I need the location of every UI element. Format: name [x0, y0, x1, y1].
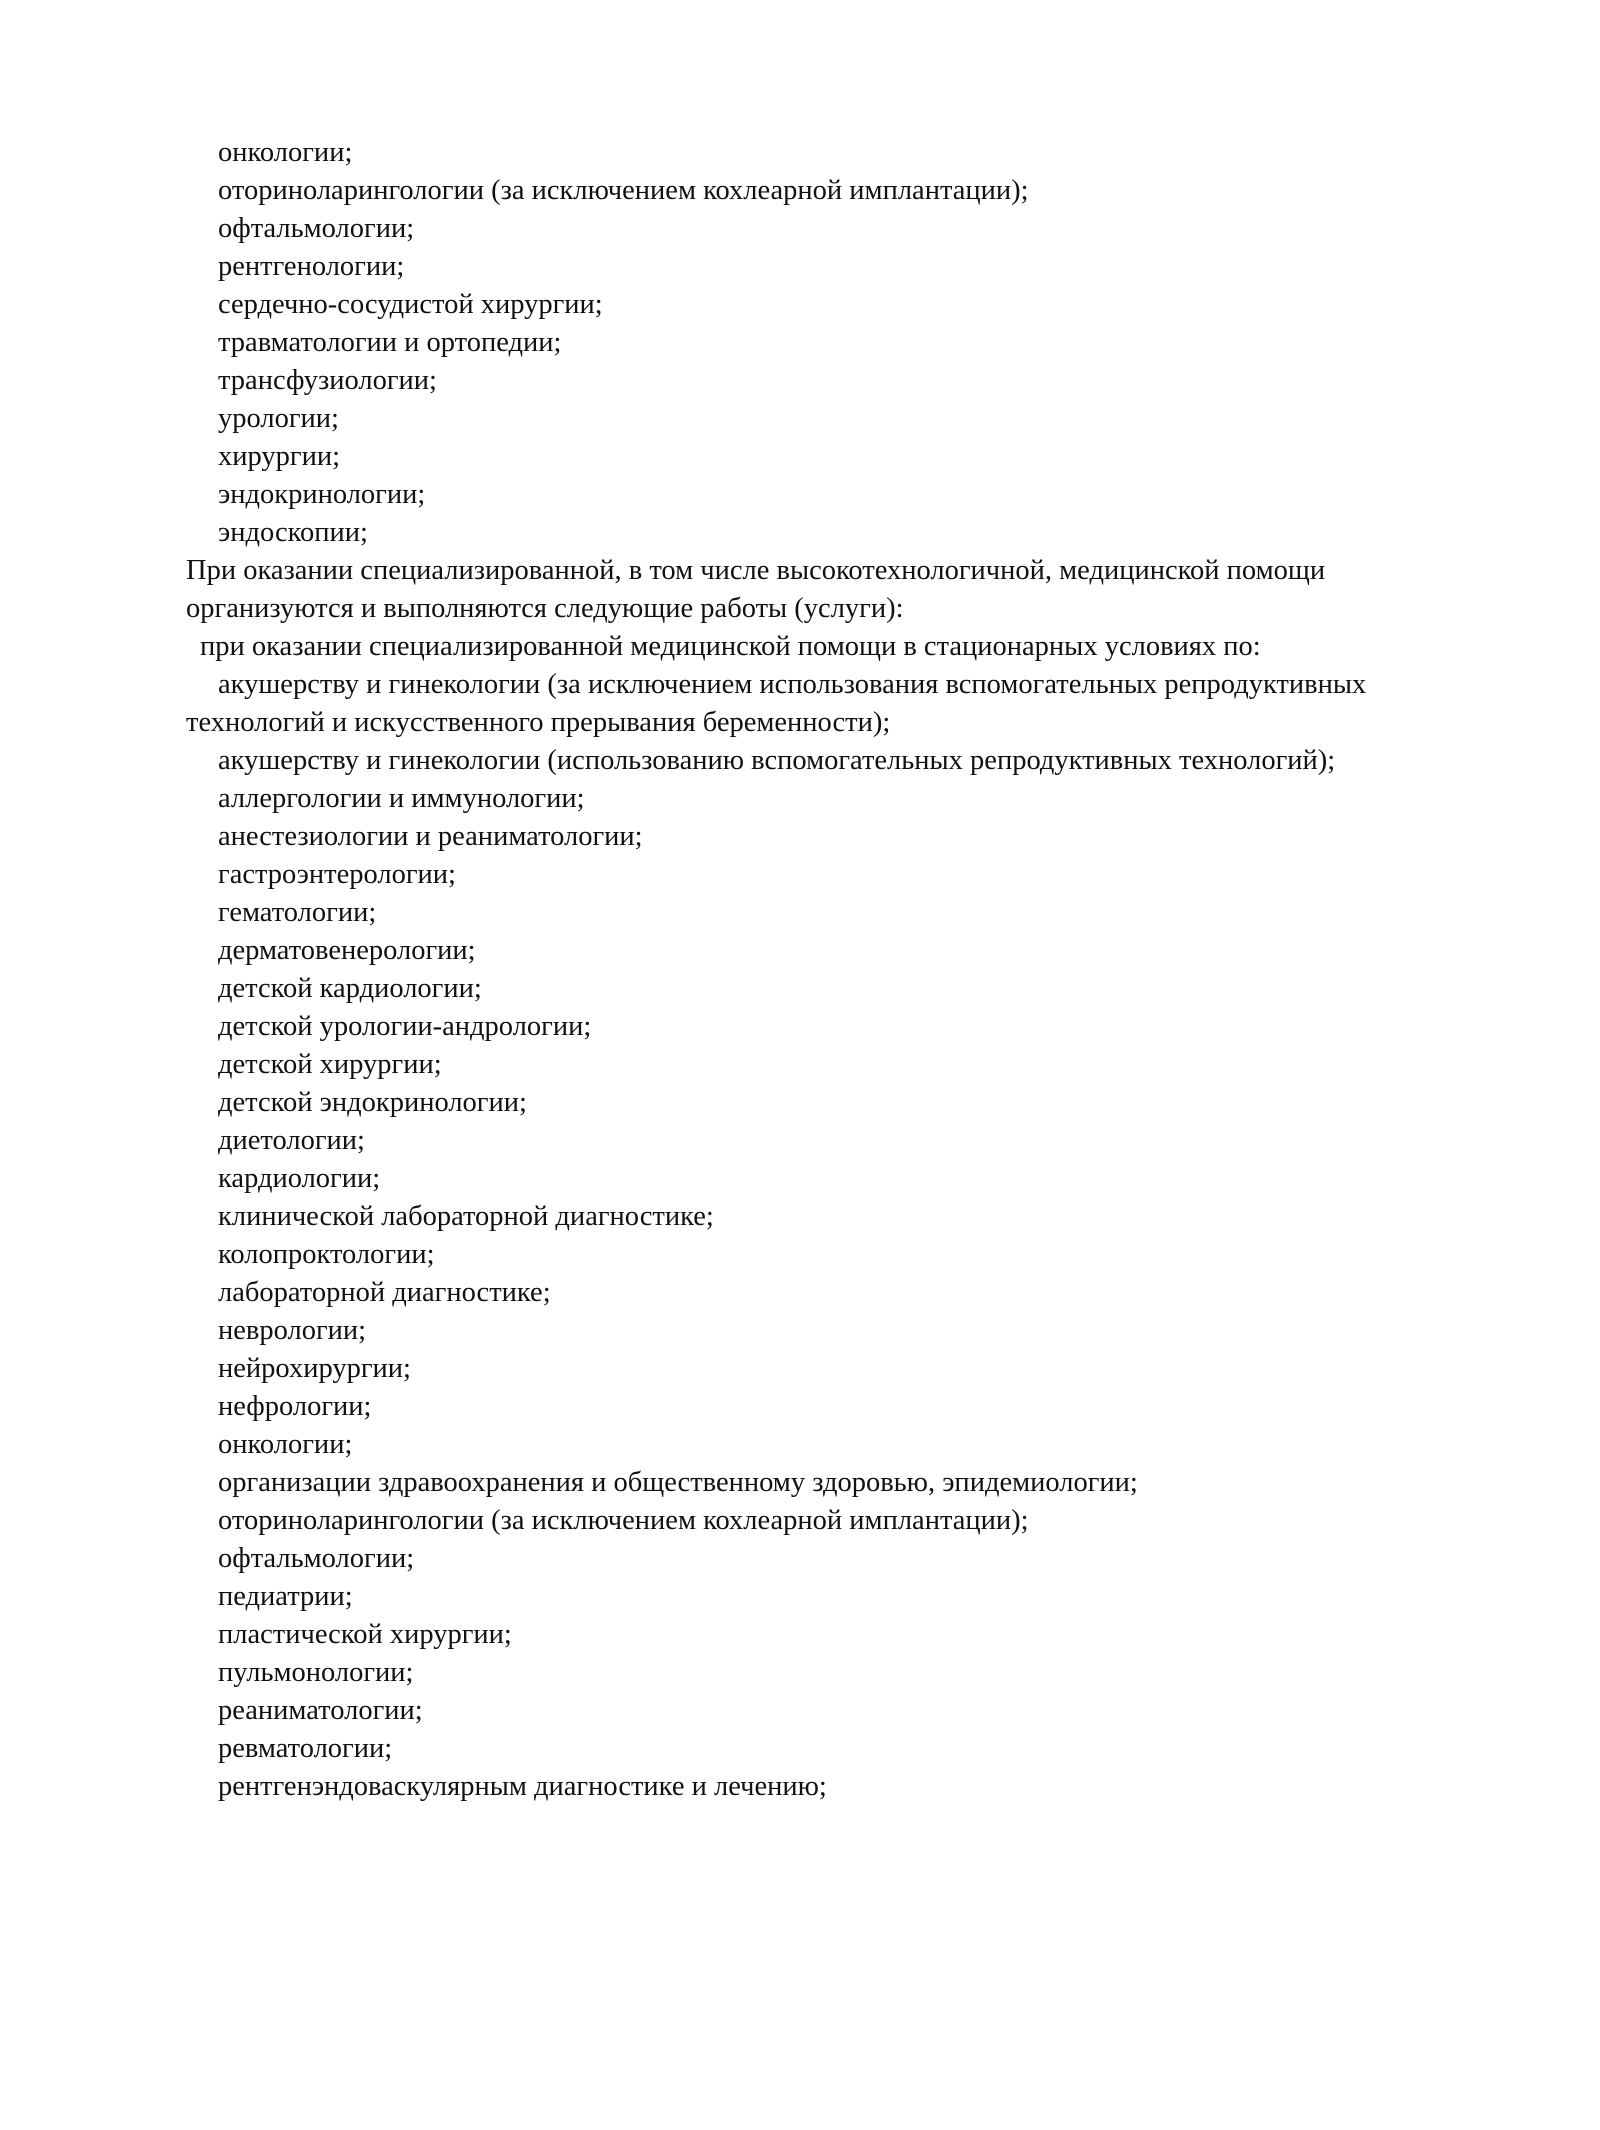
list-item-continuation: технологий и искусственного прерывания беременности);	[186, 707, 891, 738]
list-item: аллергологии и иммунологии;	[218, 783, 585, 814]
list-item: пластической хирургии;	[218, 1619, 512, 1650]
list-item: хирургии;	[218, 441, 340, 472]
section-subheading: при оказании специализированной медицинской помощи в стационарных условиях по:	[200, 631, 1261, 662]
document-text	[186, 134, 1486, 1806]
list-item: неврологии;	[218, 1315, 367, 1346]
list-item: нефрологии;	[218, 1391, 372, 1422]
list-item: акушерству и гинекологии (за исключением использования вспомогательных репродуктивных	[218, 669, 1367, 700]
list-item: урологии;	[218, 403, 339, 434]
list-item: оториноларингологии (за исключением кохлеарной имплантации);	[218, 1505, 1029, 1536]
list-item: лабораторной диагностике;	[218, 1277, 551, 1308]
list-item: гастроэнтерологии;	[218, 859, 456, 890]
list-item: колопроктологии;	[218, 1239, 435, 1270]
list-item: акушерству и гинекологии (использованию вспомогательных репродуктивных технологий);	[218, 745, 1336, 776]
paragraph-line: При оказании специализированной, в том числе высокотехнологичной, медицинской помощи	[186, 555, 1326, 586]
list-item: диетологии;	[218, 1125, 365, 1156]
list-item: детской кардиологии;	[218, 973, 482, 1004]
list-item: пульмонологии;	[218, 1657, 414, 1688]
list-item: эндоскопии;	[218, 517, 368, 548]
list-item: онкологии;	[218, 137, 353, 168]
list-item: дерматовенерологии;	[218, 935, 476, 966]
paragraph-line: организуются и выполняются следующие работы (услуги):	[186, 593, 904, 624]
list-item: педиатрии;	[218, 1581, 353, 1612]
list-item: детской урологии-андрологии;	[218, 1011, 592, 1042]
list-item: онкологии;	[218, 1429, 353, 1460]
list-item: оториноларингологии (за исключением кохлеарной имплантации);	[218, 175, 1029, 206]
list-item: трансфузиологии;	[218, 365, 437, 396]
list-item: детской хирургии;	[218, 1049, 442, 1080]
list-item: анестезиологии и реаниматологии;	[218, 821, 643, 852]
list-item: гематологии;	[218, 897, 377, 928]
list-item: офтальмологии;	[218, 213, 415, 244]
list-item: клинической лабораторной диагностике;	[218, 1201, 714, 1232]
list-item: рентгенологии;	[218, 251, 405, 282]
list-item: сердечно-сосудистой хирургии;	[218, 289, 603, 320]
list-item: реаниматологии;	[218, 1695, 423, 1726]
list-item: организации здравоохранения и общественному здоровью, эпидемиологии;	[218, 1467, 1138, 1498]
list-item: эндокринологии;	[218, 479, 426, 510]
list-item: ревматологии;	[218, 1733, 393, 1764]
list-item: детской эндокринологии;	[218, 1087, 527, 1118]
list-item: нейрохирургии;	[218, 1353, 411, 1384]
list-item: травматологии и ортопедии;	[218, 327, 562, 358]
list-item: рентгенэндоваскулярным диагностике и лечению;	[218, 1771, 827, 1802]
list-item: офтальмологии;	[218, 1543, 415, 1574]
list-item: кардиологии;	[218, 1163, 381, 1194]
